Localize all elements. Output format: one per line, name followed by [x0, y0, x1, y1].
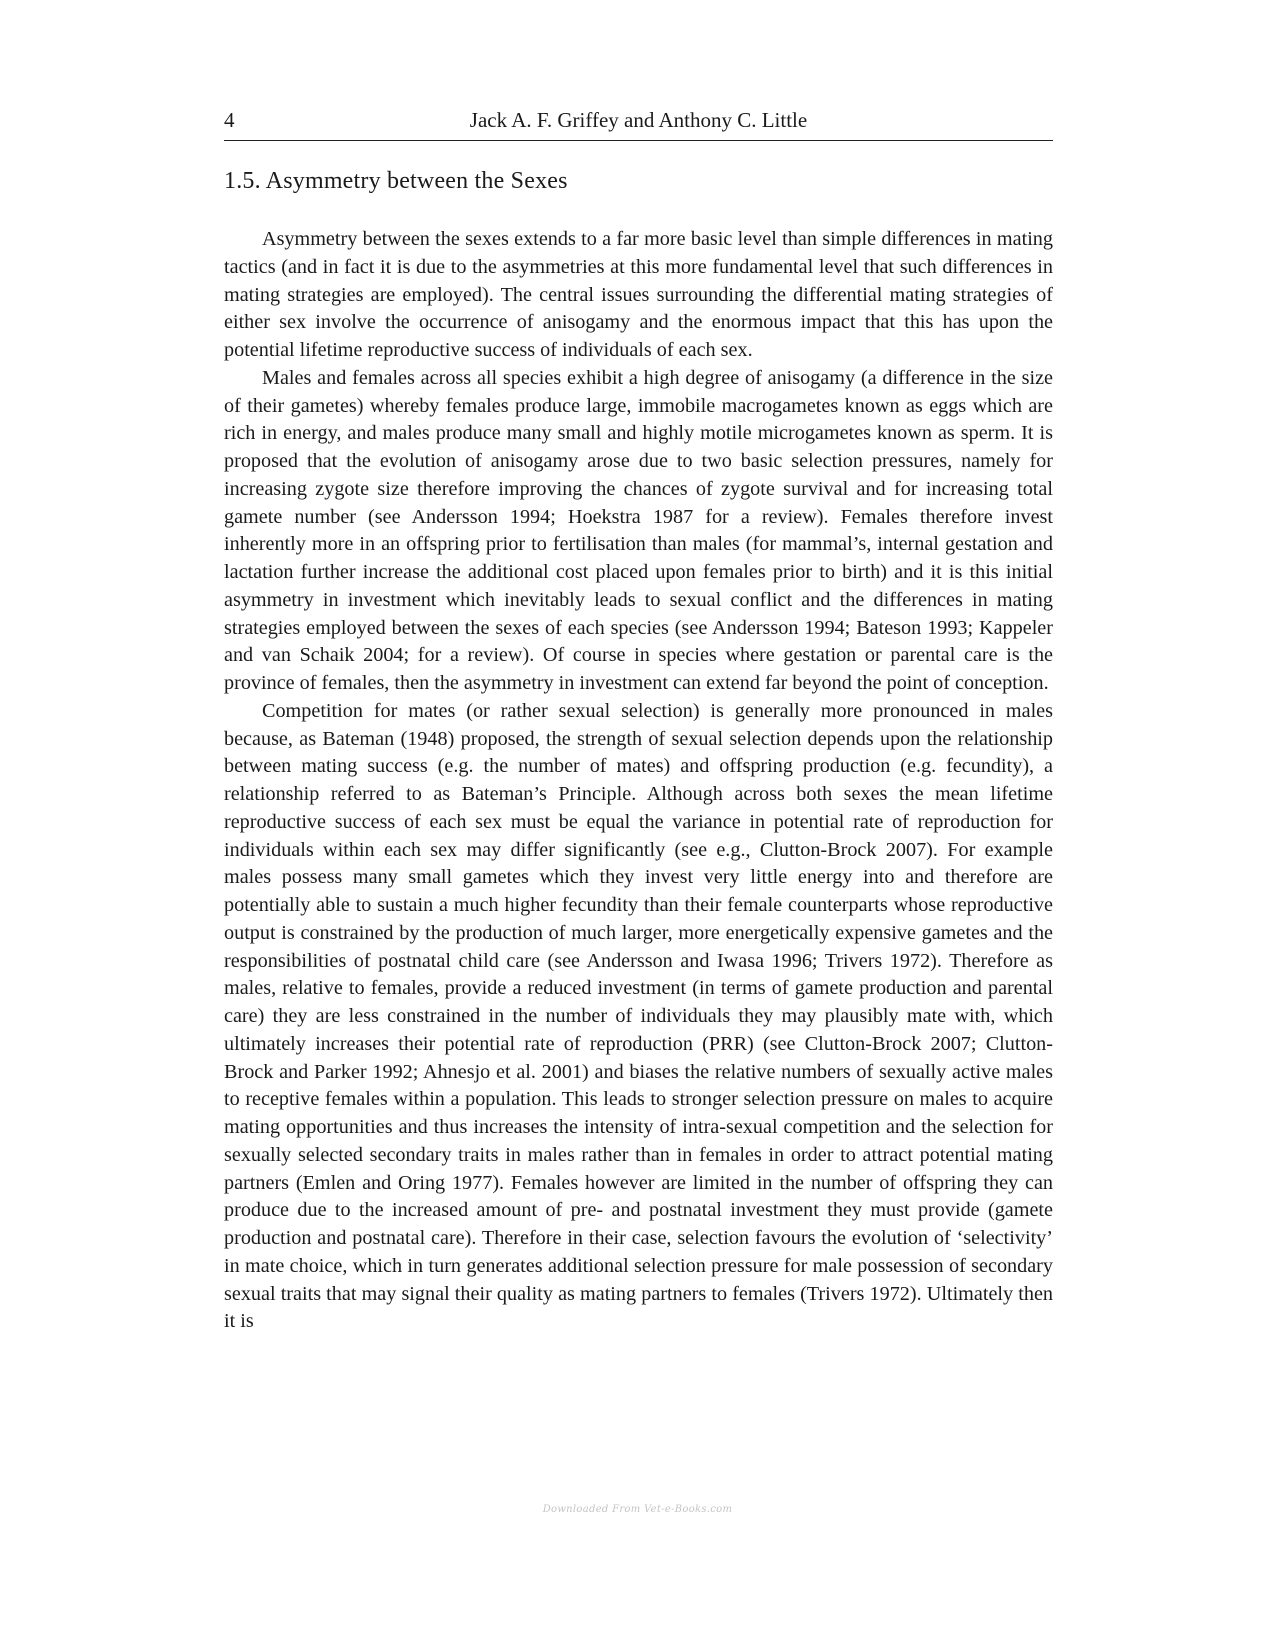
- watermark: Downloaded From Vet-e-Books.com: [542, 1504, 733, 1515]
- paragraph-3: Competition for mates (or rather sexual selection) is generally more pronounced in males because, as Bateman (1948) proposed, the strength of sexual selection depends upon the relationship between mating success (e.g. the number of mates) and offspring production (e.g. fecundity), a relationship referred to as Bateman’s Principle. Although across both sexes the mean lifetime reproductive success of each sex must be equal the variance in potential rate of reproduction for individuals within each sex may differ significantly (see e.g., Clutton-Brock 2007). For example males possess many small gametes which they invest very little energy into and therefore are potentially able to sustain a much higher fecundity than their female counterparts whose reproductive output is constrained by the production of much larger, more energetically expensive gametes and the responsibilities of postnatal child care (see Andersson and Iwasa 1996; Trivers 1972). Therefore as males, relative to females, provide a reduced investment (in terms of gamete production and parental care) they are less constrained in the number of individuals they may plausibly mate with, which ultimately increases their potential rate of reproduction (PRR) (see Clutton-Brock 2007; Clutton-Brock and Parker 1992; Ahnesjo et al. 2001) and biases the relative numbers of sexually active males to receptive females within a population. This leads to stronger selection pressure on males to acquire mating opportunities and thus increases the intensity of intra-sexual competition and the selection for sexually selected secondary traits in males rather than in females in order to attract potential mating partners (Emlen and Oring 1977). Females however are limited in the number of offspring they can produce due to the increased amount of pre- and postnatal investment they must provide (gamete production and postnatal care). Therefore in their case, selection favours the evolution of ‘selectivity’ in mate choice, which in turn generates additional selection pressure for male possession of secondary sexual traits that may signal their quality as mating partners to females (Trivers 1972). Ultimately then it is: [224, 699, 1053, 1333]
- running-title: Jack A. F. Griffey and Anthony C. Little: [469, 108, 808, 132]
- paragraph-2: Males and females across all species exhibit a high degree of anisogamy (a difference in the size of their gametes) whereby females produce large, immobile macrogametes known as eggs which are rich in energy, and males produce many small and highly motile microgametes known as sperm. It is proposed that the evolution of anisogamy arose due to two basic selection pressures, namely for increasing zygote size therefore improving the chances of zygote survival and for increasing total gamete number (see Andersson 1994; Hoekstra 1987 for a review). Females therefore invest inherently more in an offspring prior to fertilisation than males (for mammal’s, internal gestation and lactation further increase the additional cost placed upon females prior to birth) and it is this initial asymmetry in investment which inevitably leads to sexual conflict and the differences in mating strategies employed between the sexes of each species (see Andersson 1994; Bateson 1993; Kappeler and van Schaik 2004; for a review). Of course in species where gestation or parental care is the province of females, then the asymmetry in investment can extend far beyond the point of conception.: [224, 366, 1053, 694]
- running-header: [224, 106, 1053, 141]
- section-heading: 1.5. Asymmetry between the Sexes: [224, 168, 568, 194]
- body-text: [224, 226, 1053, 1336]
- page-number: 4: [224, 108, 235, 132]
- paragraph-1: Asymmetry between the sexes extends to a far more basic level than simple differences in mating tactics (and in fact it is due to the asymmetries at this more fundamental level that such differences in mating strategies are employed). The central issues surrounding the differential mating strategies of either sex involve the occurrence of anisogamy and the enormous impact that this has upon the potential lifetime reproductive success of individuals of each sex.: [224, 228, 1053, 361]
